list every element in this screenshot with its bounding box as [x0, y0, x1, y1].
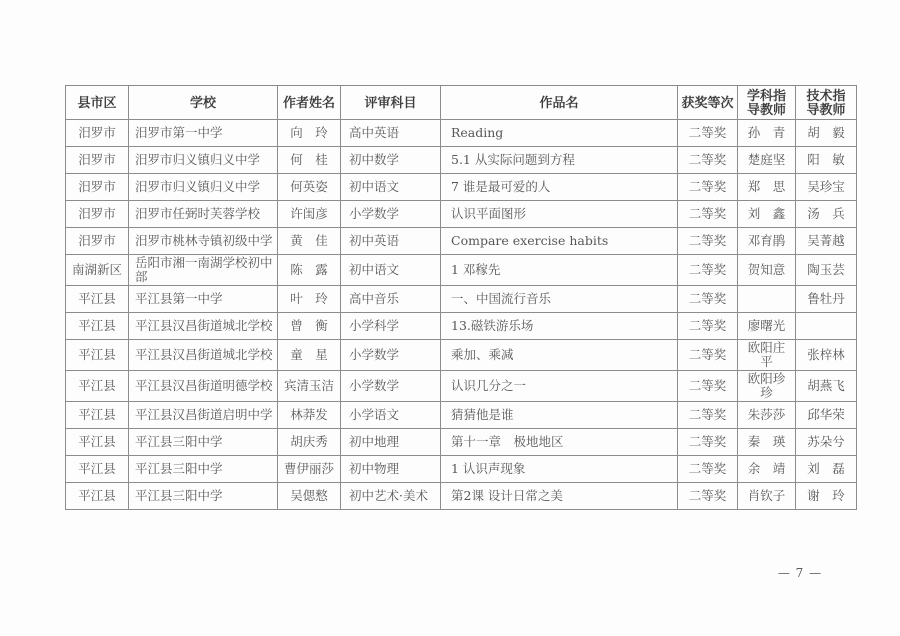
cell-award: 二等奖: [678, 120, 738, 147]
cell-award: 二等奖: [678, 340, 738, 371]
cell-district: 汨罗市: [66, 174, 129, 201]
column-header-work: 作品名: [441, 86, 678, 120]
cell-tech-teacher: 鲁牡丹: [796, 286, 857, 313]
cell-work: 认识几分之一: [441, 371, 678, 402]
cell-award: 二等奖: [678, 201, 738, 228]
cell-subject: 初中艺术·美术: [341, 483, 441, 510]
table-row: [66, 402, 857, 429]
cell-school: 平江县第一中学: [129, 286, 278, 313]
cell-subject: 初中英语: [341, 228, 441, 255]
cell-school: 平江县汉昌街道启明中学: [129, 402, 278, 429]
cell-author: 曾 衡: [278, 313, 341, 340]
column-header-subject: 评审科目: [341, 86, 441, 120]
cell-school: 平江县汉昌街道明德学校: [129, 371, 278, 402]
cell-author: 何英姿: [278, 174, 341, 201]
cell-subject-teacher: 廖曙光: [738, 313, 796, 340]
cell-subject: 小学科学: [341, 313, 441, 340]
page-number: — 7 —: [777, 566, 823, 580]
cell-author: 童 星: [278, 340, 341, 371]
cell-award: 二等奖: [678, 371, 738, 402]
table-row: [66, 201, 857, 228]
cell-school: 平江县三阳中学: [129, 429, 278, 456]
table-row: [66, 340, 857, 371]
table-row: [66, 228, 857, 255]
cell-tech-teacher: 陶玉芸: [796, 255, 857, 286]
cell-tech-teacher: 阳 敏: [796, 147, 857, 174]
cell-district: 平江县: [66, 456, 129, 483]
cell-subject-teacher: 朱莎莎: [738, 402, 796, 429]
cell-author: 叶 玲: [278, 286, 341, 313]
cell-district: 平江县: [66, 340, 129, 371]
cell-tech-teacher: 谢 玲: [796, 483, 857, 510]
cell-author: 胡庆秀: [278, 429, 341, 456]
cell-subject-teacher: 刘 鑫: [738, 201, 796, 228]
cell-subject: 小学数学: [341, 340, 441, 371]
column-header-author: 作者姓名: [278, 86, 341, 120]
cell-award: 二等奖: [678, 228, 738, 255]
cell-author: 宾清玉洁: [278, 371, 341, 402]
column-header-district: 县市区: [66, 86, 129, 120]
cell-work: Compare exercise habits: [441, 228, 678, 255]
column-header-award: 获奖等次: [678, 86, 738, 120]
table-body: [66, 120, 857, 510]
cell-tech-teacher: 胡 毅: [796, 120, 857, 147]
cell-author: 林莽发: [278, 402, 341, 429]
table-row: [66, 456, 857, 483]
cell-work: 一、中国流行音乐: [441, 286, 678, 313]
cell-tech-teacher: [796, 313, 857, 340]
cell-subject: 小学数学: [341, 371, 441, 402]
cell-tech-teacher: 汤 兵: [796, 201, 857, 228]
table-row: [66, 174, 857, 201]
column-header-tech-teacher: 技术指导教师: [796, 86, 857, 120]
cell-subject: 高中英语: [341, 120, 441, 147]
cell-award: 二等奖: [678, 255, 738, 286]
cell-award: 二等奖: [678, 174, 738, 201]
cell-district: 汨罗市: [66, 228, 129, 255]
cell-district: 汨罗市: [66, 120, 129, 147]
cell-school: 汨罗市归义镇归义中学: [129, 174, 278, 201]
cell-author: 黄 佳: [278, 228, 341, 255]
cell-district: 南湖新区: [66, 255, 129, 286]
cell-subject: 高中音乐: [341, 286, 441, 313]
cell-tech-teacher: 吴珍宝: [796, 174, 857, 201]
cell-subject-teacher: 贺知意: [738, 255, 796, 286]
cell-tech-teacher: 张梓林: [796, 340, 857, 371]
cell-tech-teacher: 胡燕飞: [796, 371, 857, 402]
cell-author: 曹伊丽莎: [278, 456, 341, 483]
cell-school: 平江县汉昌街道城北学校: [129, 313, 278, 340]
cell-school: 汨罗市任弼时芙蓉学校: [129, 201, 278, 228]
table-row: [66, 483, 857, 510]
cell-author: 许闺彦: [278, 201, 341, 228]
cell-work: 1 认识声现象: [441, 456, 678, 483]
cell-district: 平江县: [66, 313, 129, 340]
cell-work: 第十一章 极地地区: [441, 429, 678, 456]
cell-subject: 初中地理: [341, 429, 441, 456]
cell-district: 汨罗市: [66, 201, 129, 228]
cell-subject-teacher: 邓育鹃: [738, 228, 796, 255]
cell-work: Reading: [441, 120, 678, 147]
cell-tech-teacher: 苏朵兮: [796, 429, 857, 456]
cell-award: 二等奖: [678, 456, 738, 483]
cell-author: 何 桂: [278, 147, 341, 174]
cell-subject: 初中语文: [341, 174, 441, 201]
cell-subject: 初中语文: [341, 255, 441, 286]
cell-work: 乘加、乘减: [441, 340, 678, 371]
cell-tech-teacher: 邱华荣: [796, 402, 857, 429]
cell-author: 吴偲憗: [278, 483, 341, 510]
cell-school: 汨罗市归义镇归义中学: [129, 147, 278, 174]
cell-subject: 初中数学: [341, 147, 441, 174]
cell-district: 平江县: [66, 429, 129, 456]
cell-subject-teacher: 余 靖: [738, 456, 796, 483]
cell-district: 平江县: [66, 402, 129, 429]
cell-subject-teacher: 郑 思: [738, 174, 796, 201]
cell-work: 13.磁铁游乐场: [441, 313, 678, 340]
table-row: [66, 371, 857, 402]
cell-tech-teacher: 刘 磊: [796, 456, 857, 483]
table-row: [66, 429, 857, 456]
table-row: [66, 313, 857, 340]
table-row: [66, 255, 857, 286]
cell-school: 平江县三阳中学: [129, 483, 278, 510]
cell-subject-teacher: 楚庭坚: [738, 147, 796, 174]
cell-award: 二等奖: [678, 402, 738, 429]
cell-district: 汨罗市: [66, 147, 129, 174]
cell-work: 认识平面图形: [441, 201, 678, 228]
cell-tech-teacher: 吴菁越: [796, 228, 857, 255]
cell-work: 第2课 设计日常之美: [441, 483, 678, 510]
cell-subject-teacher: 欧阳庄平: [738, 340, 796, 371]
cell-subject: 小学语文: [341, 402, 441, 429]
cell-subject-teacher: 孙 青: [738, 120, 796, 147]
award-results-table: [65, 85, 857, 510]
cell-subject-teacher: 肖钦子: [738, 483, 796, 510]
table-row: [66, 120, 857, 147]
cell-district: 平江县: [66, 286, 129, 313]
cell-author: 陈 露: [278, 255, 341, 286]
cell-award: 二等奖: [678, 147, 738, 174]
cell-district: 平江县: [66, 483, 129, 510]
cell-work: 1 邓稼先: [441, 255, 678, 286]
cell-work: 猜猜他是谁: [441, 402, 678, 429]
cell-school: 岳阳市湘一南湖学校初中部: [129, 255, 278, 286]
cell-subject-teacher: 欧阳珍珍: [738, 371, 796, 402]
table-row: [66, 286, 857, 313]
table-row: [66, 147, 857, 174]
cell-author: 向 玲: [278, 120, 341, 147]
cell-school: 汨罗市桃林寺镇初级中学: [129, 228, 278, 255]
table-header-row: [66, 86, 857, 120]
cell-award: 二等奖: [678, 483, 738, 510]
cell-subject-teacher: 秦 瑛: [738, 429, 796, 456]
cell-award: 二等奖: [678, 313, 738, 340]
cell-work: 7 谁是最可爱的人: [441, 174, 678, 201]
cell-subject-teacher: [738, 286, 796, 313]
cell-subject: 初中物理: [341, 456, 441, 483]
table-header: [66, 86, 857, 120]
cell-school: 平江县汉昌街道城北学校: [129, 340, 278, 371]
cell-work: 5.1 从实际问题到方程: [441, 147, 678, 174]
cell-school: 平江县三阳中学: [129, 456, 278, 483]
cell-award: 二等奖: [678, 286, 738, 313]
cell-school: 汨罗市第一中学: [129, 120, 278, 147]
cell-district: 平江县: [66, 371, 129, 402]
cell-award: 二等奖: [678, 429, 738, 456]
cell-subject: 小学数学: [341, 201, 441, 228]
column-header-school: 学校: [129, 86, 278, 120]
column-header-subject-teacher: 学科指导教师: [738, 86, 796, 120]
